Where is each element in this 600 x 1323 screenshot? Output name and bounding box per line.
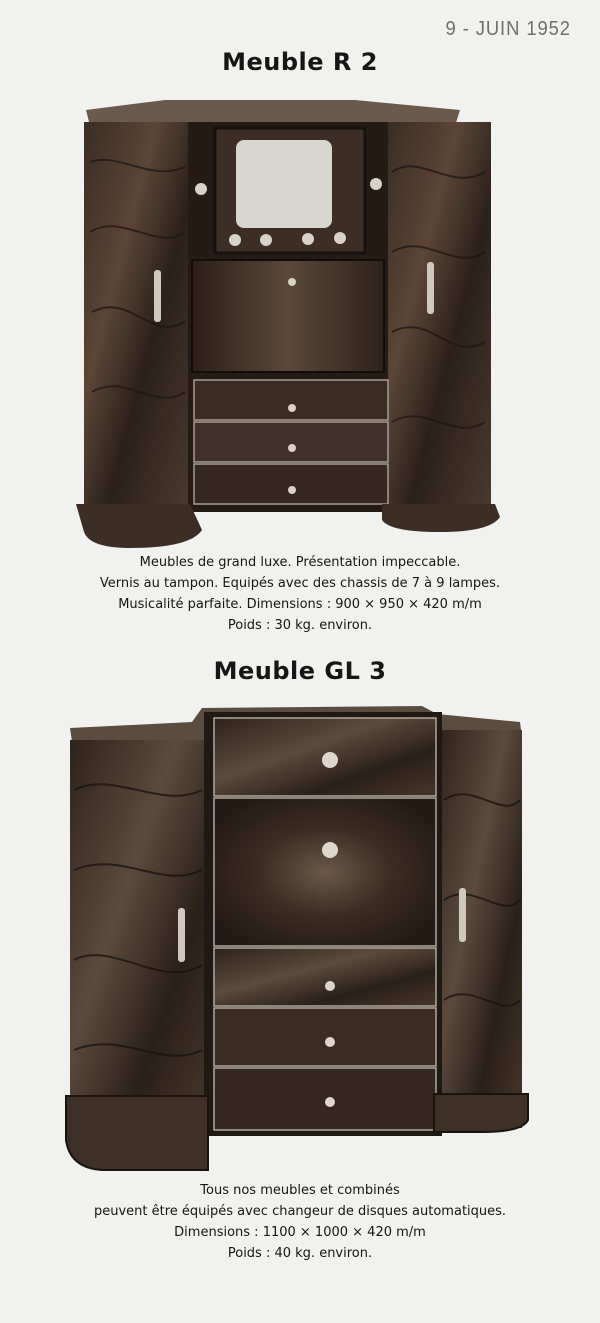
caption-line: Meubles de grand luxe. Présentation impeccable. <box>139 555 461 570</box>
caption-line: Poids : 30 kg. environ. <box>227 618 373 633</box>
product-caption-gl3 <box>0 1180 600 1264</box>
caption-line: Tous nos meubles et combinés <box>200 1183 400 1198</box>
caption-line: Poids : 40 kg. environ. <box>227 1246 373 1261</box>
radio-cabinet-gl3-photo <box>62 700 534 1180</box>
radio-cabinet-r2-photo <box>70 92 505 552</box>
caption-line: peuvent être équipés avec changeur de disques automatiques. <box>93 1204 507 1219</box>
date-stamp: 9 - JUIN 1952 <box>445 18 571 40</box>
caption-line: Dimensions : 1100 × 1000 × 420 m/m <box>174 1225 426 1240</box>
product-caption-r2 <box>0 552 600 636</box>
product-title-r2: Meuble R 2 <box>222 48 378 76</box>
caption-line: Musicalité parfaite. Dimensions : 900 × 950 × 420 m/m <box>118 597 482 612</box>
product-title-gl3: Meuble GL 3 <box>213 657 387 685</box>
caption-line: Vernis au tampon. Equipés avec des chassis de 7 à 9 lampes. <box>99 576 501 591</box>
